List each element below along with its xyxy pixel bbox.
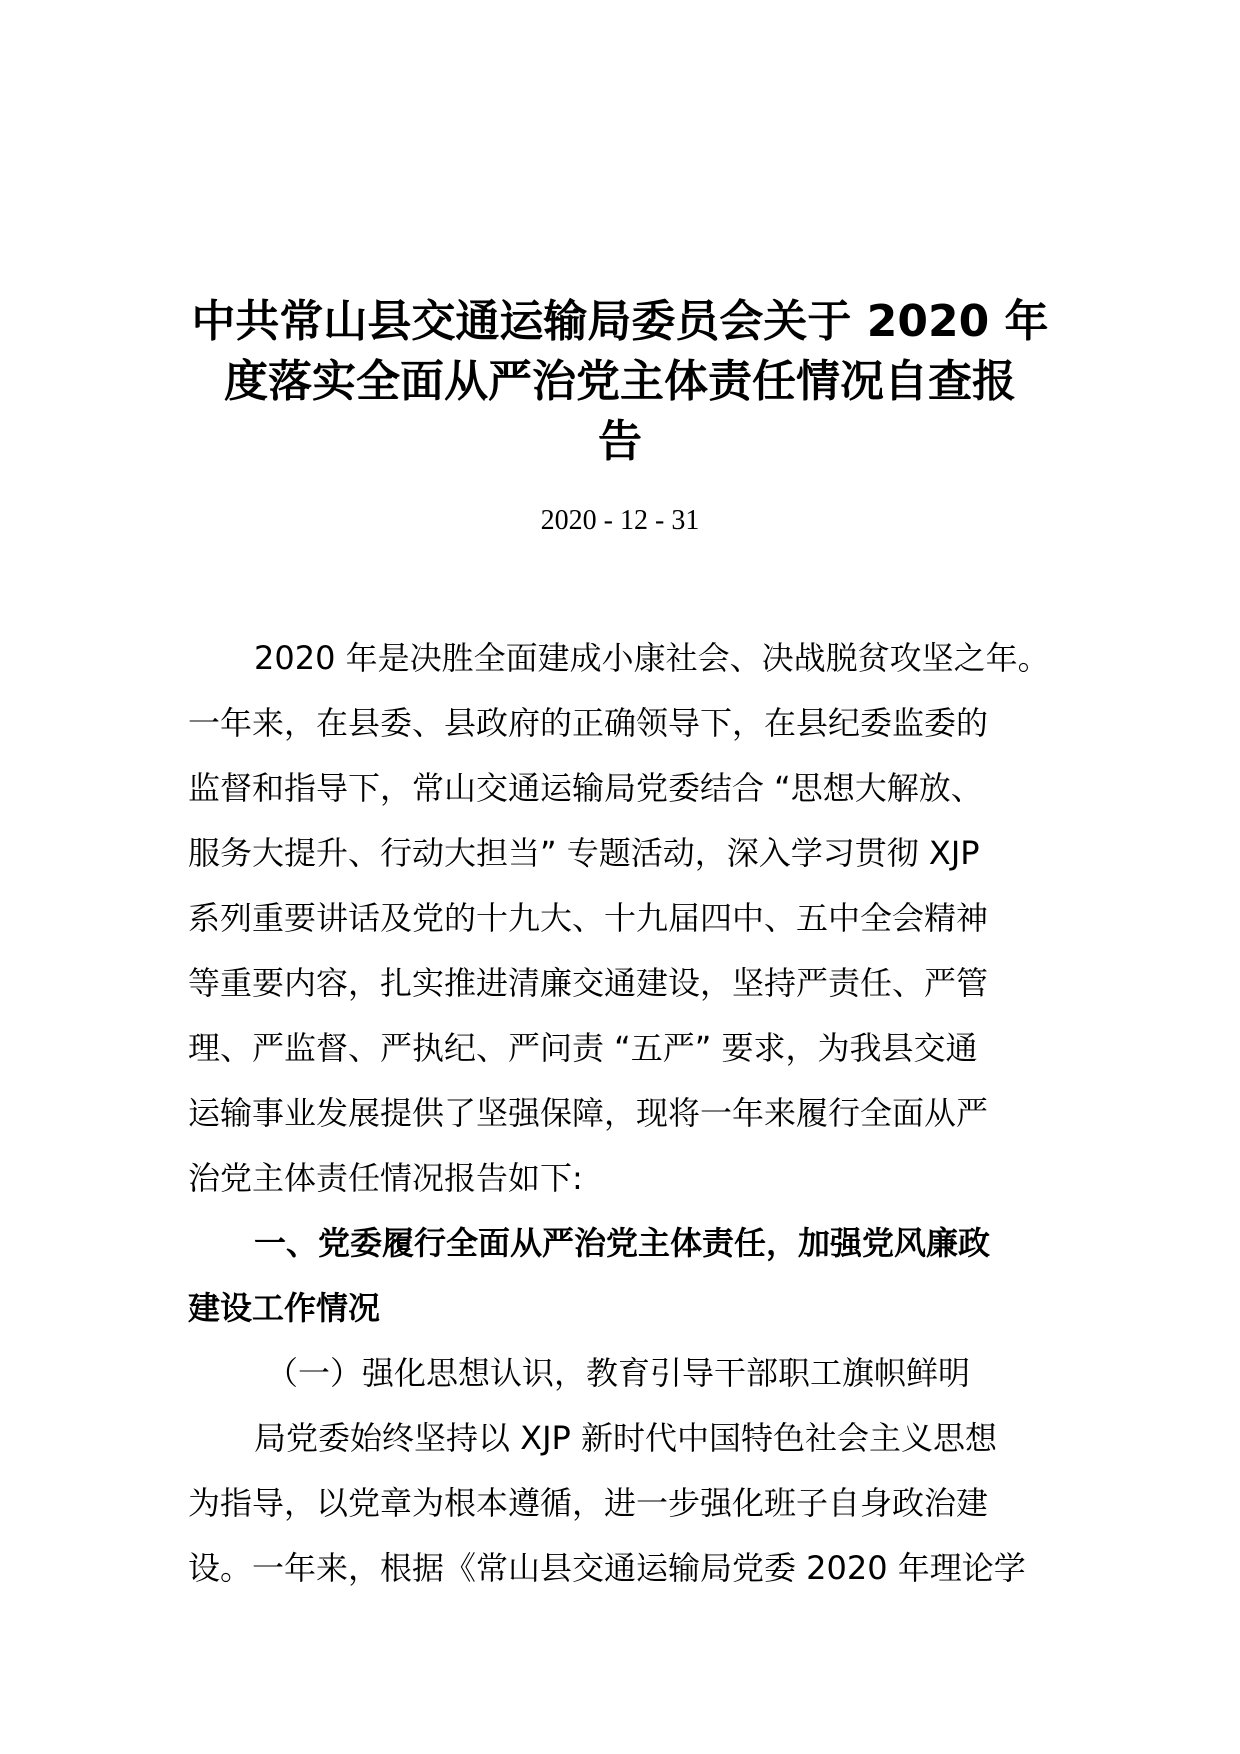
body-line: 服务大提升、行动大担当” 专题活动，深入学习贯彻 XJP: [188, 834, 980, 872]
section-heading-line: 一、党委履行全面从严治党主体责任，加强党风廉政: [254, 1224, 991, 1262]
body-line: 等重要内容，扎实推进清廉交通建设，坚持严责任、严管: [188, 964, 989, 1002]
body-line: 系列重要讲话及党的十九大、十九届四中、五中全会精神: [188, 899, 989, 937]
body-line: 设。一年来，根据《常山县交通运输局党委 2020 年理论学: [188, 1549, 1026, 1587]
body-line: 理、严监督、严执纪、严问责 “五严” 要求，为我县交通: [188, 1029, 978, 1067]
body-line: 治党主体责任情况报告如下:: [188, 1159, 583, 1197]
body-line: 一年来，在县委、县政府的正确领导下，在县纪委监委的: [188, 704, 989, 742]
body-line: 监督和指导下，常山交通运输局党委结合 “思想大解放、: [188, 769, 983, 807]
document-date: 2020 - 12 - 31: [540, 505, 700, 536]
subsection-heading: （一）强化思想认识，教育引导干部职工旗帜鲜明: [266, 1354, 971, 1392]
body-line: 局党委始终坚持以 XJP 新时代中国特色社会主义思想: [254, 1419, 998, 1457]
body-line: 为指导，以党章为根本遵循，进一步强化班子自身政治建: [188, 1484, 989, 1522]
document-body: [188, 626, 1068, 1601]
title-line: 中共常山县交通运输局委员会关于 2020 年: [191, 296, 1049, 347]
document-title: [180, 292, 1060, 472]
body-line: 运输事业发展提供了坚强保障，现将一年来履行全面从严: [188, 1094, 989, 1132]
body-line: 2020 年是决胜全面建成小康社会、决战脱贫攻坚之年。: [254, 639, 1050, 677]
title-line: 度落实全面从严治党主体责任情况自查报: [224, 356, 1016, 407]
section-heading-line: 建设工作情况: [188, 1289, 381, 1327]
title-line: 告: [598, 416, 642, 467]
